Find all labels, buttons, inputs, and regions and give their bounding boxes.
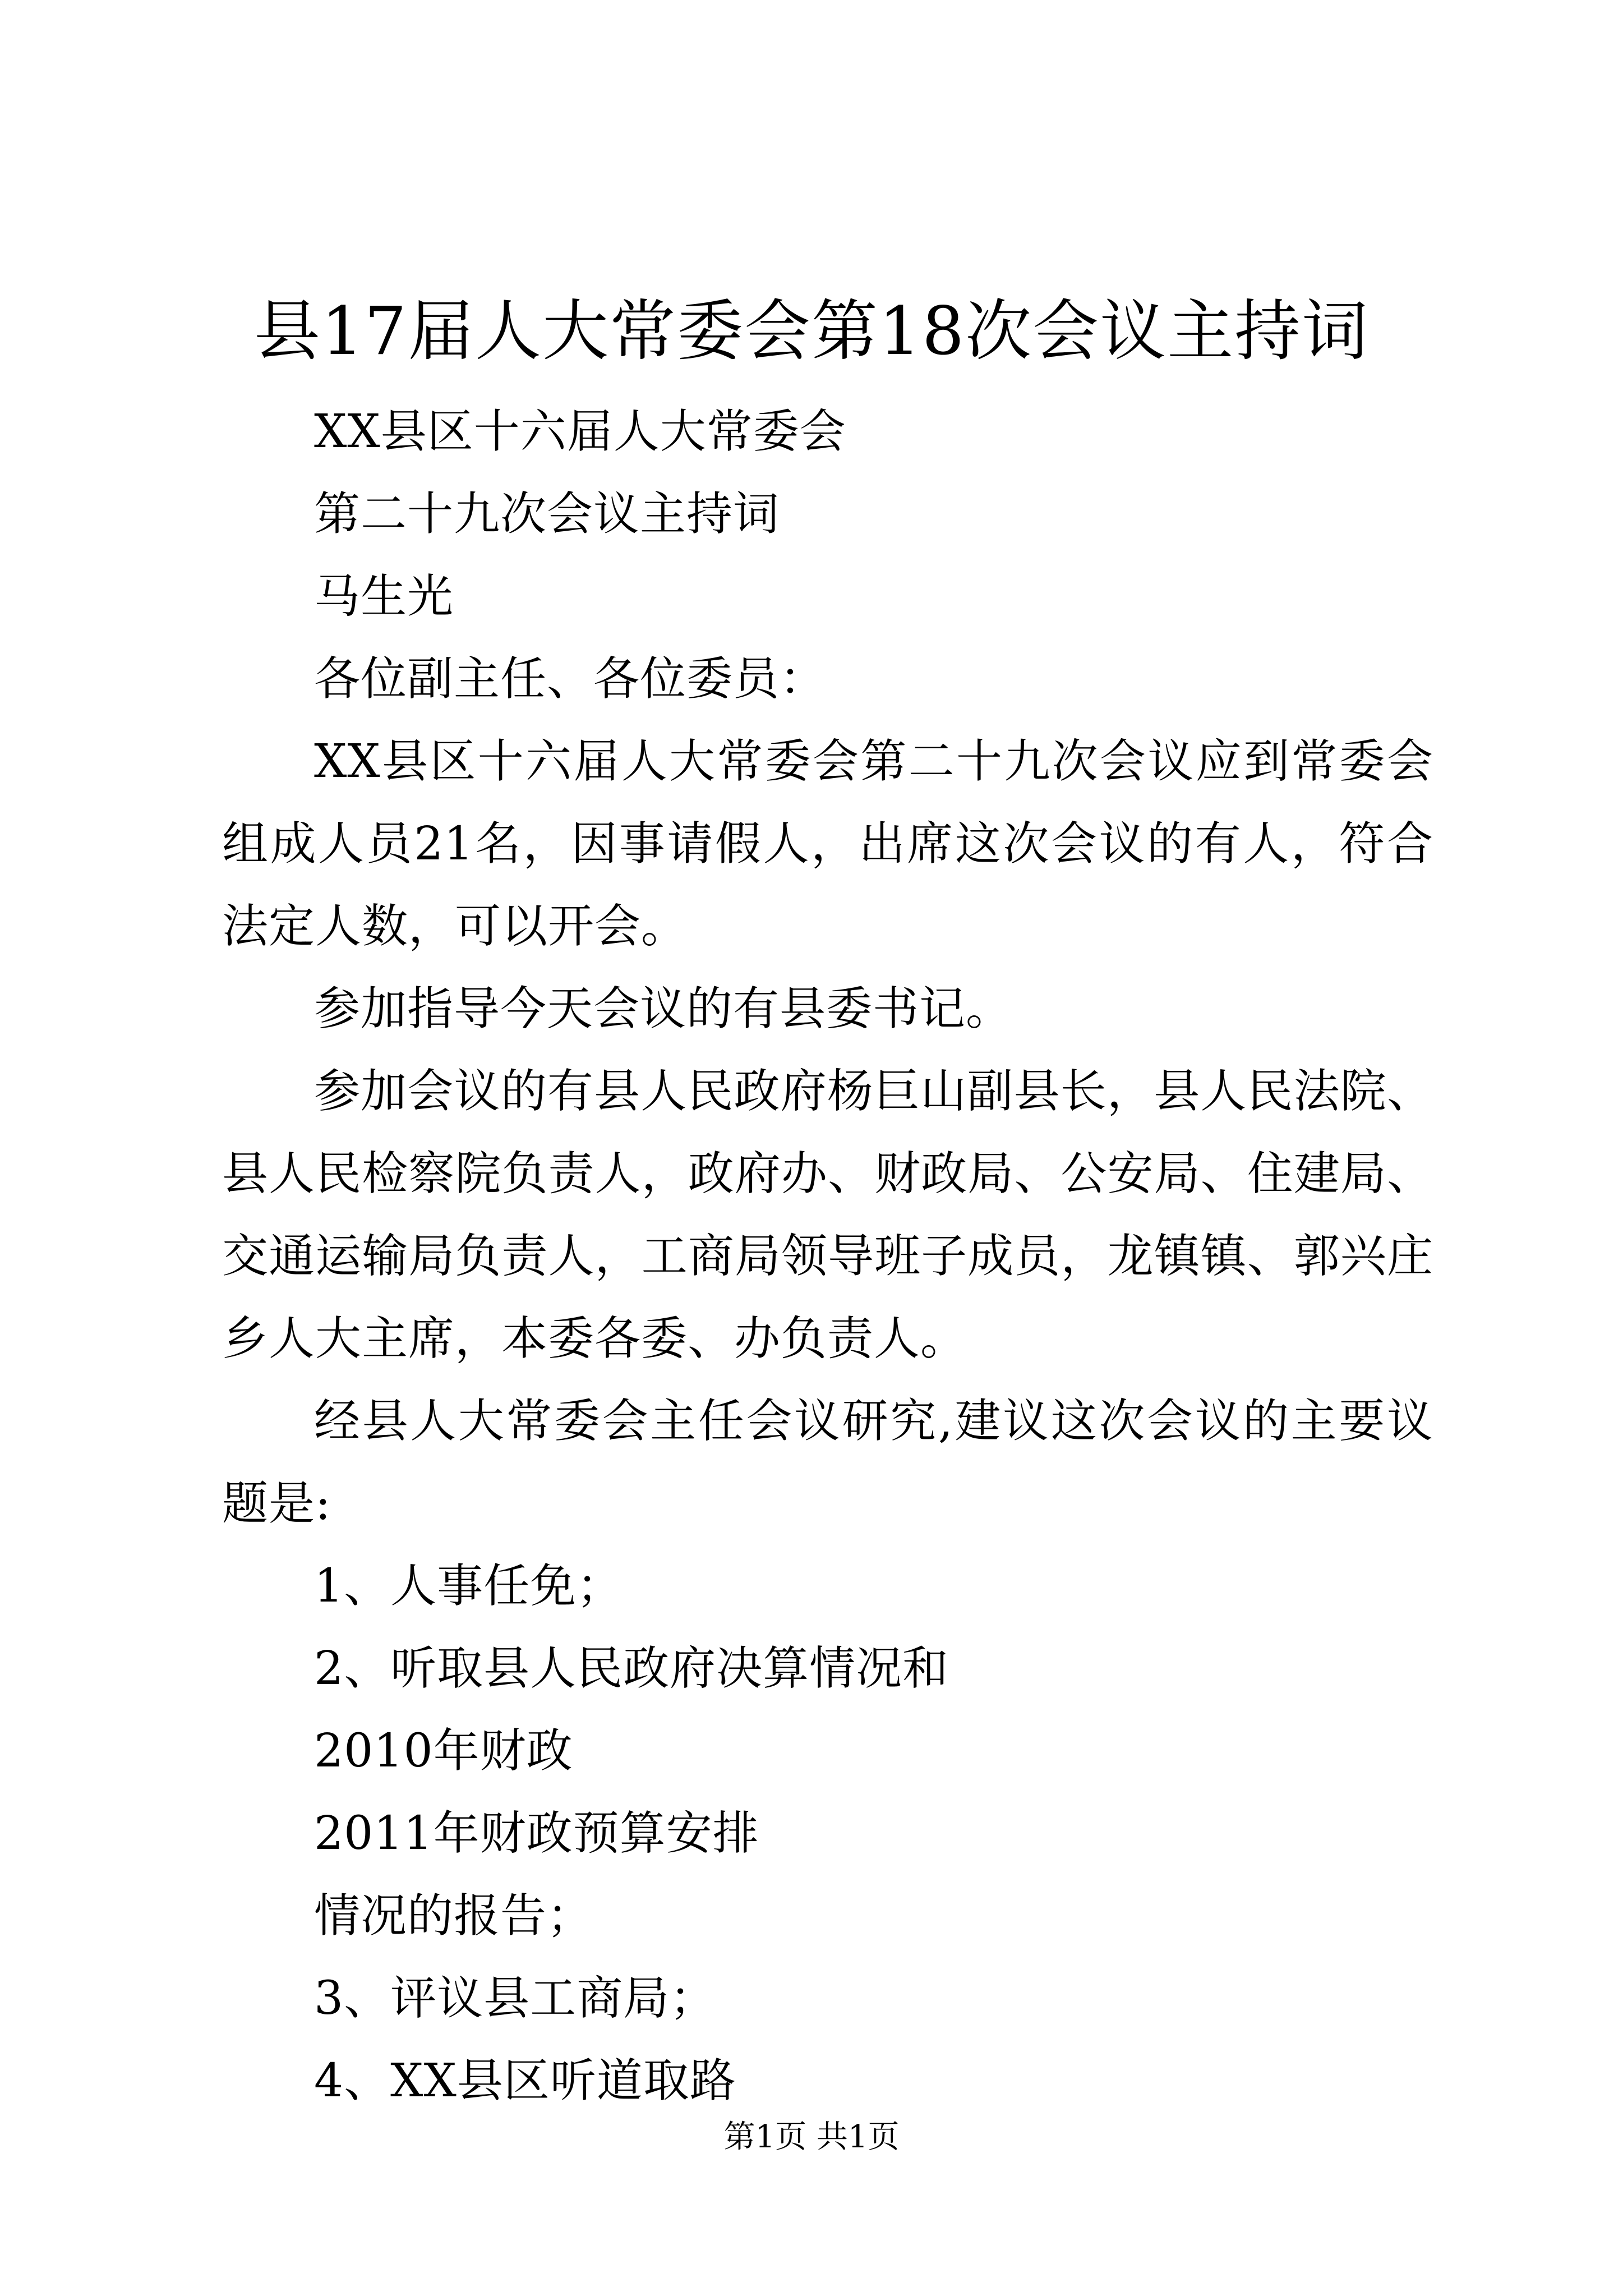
document-title: 县17届人大常委会第18次会议主持词	[253, 292, 1370, 370]
paragraph-author: 马生光	[314, 570, 454, 623]
agenda-item: 3、评议县工商局；	[314, 1972, 717, 2025]
paragraph-agenda-intro: 经县人大常委会主任会议研究,建议这次会议的主要议题是:	[222, 1395, 1433, 1530]
agenda-item: 2、听取县人民政府决算情况和	[314, 1642, 949, 1695]
agenda-item: 4、XX县区听道取路	[314, 2054, 736, 2108]
agenda-item: 2010年财政	[314, 1724, 573, 1778]
paragraph-subtitle: 第二十九次会议主持词	[314, 487, 780, 541]
paragraph-guidance: 参加指导今天会议的有县委书记。	[314, 982, 1013, 1036]
paragraph-participants: 参加会议的有县人民政府杨巨山副县长，县人民法院、县人民检察院负责人，政府办、财政局、公安局、住建局、交通运输局负责人，工商局领导班子成员，龙镇镇、郭兴庄乡人大主席，本委各委、办负责人。	[222, 1065, 1433, 1365]
document-body	[222, 390, 1433, 2122]
agenda-item: 情况的报告；	[314, 1889, 594, 1943]
page-footer: 第1页 共1页	[723, 2119, 900, 2155]
paragraph-salutation: 各位副主任、各位委员：	[314, 652, 827, 706]
paragraph-attendance: XX县区十六届人大常委会第二十九次会议应到常委会组成人员21名，因事请假人，出席这次会议的有人，符合法定人数，可以开会。	[222, 735, 1433, 953]
paragraph-org: XX县区十六届人大常委会	[314, 405, 846, 458]
agenda-item: 2011年财政预算安排	[314, 1807, 759, 1860]
agenda-item: 1、人事任免；	[314, 1559, 624, 1613]
